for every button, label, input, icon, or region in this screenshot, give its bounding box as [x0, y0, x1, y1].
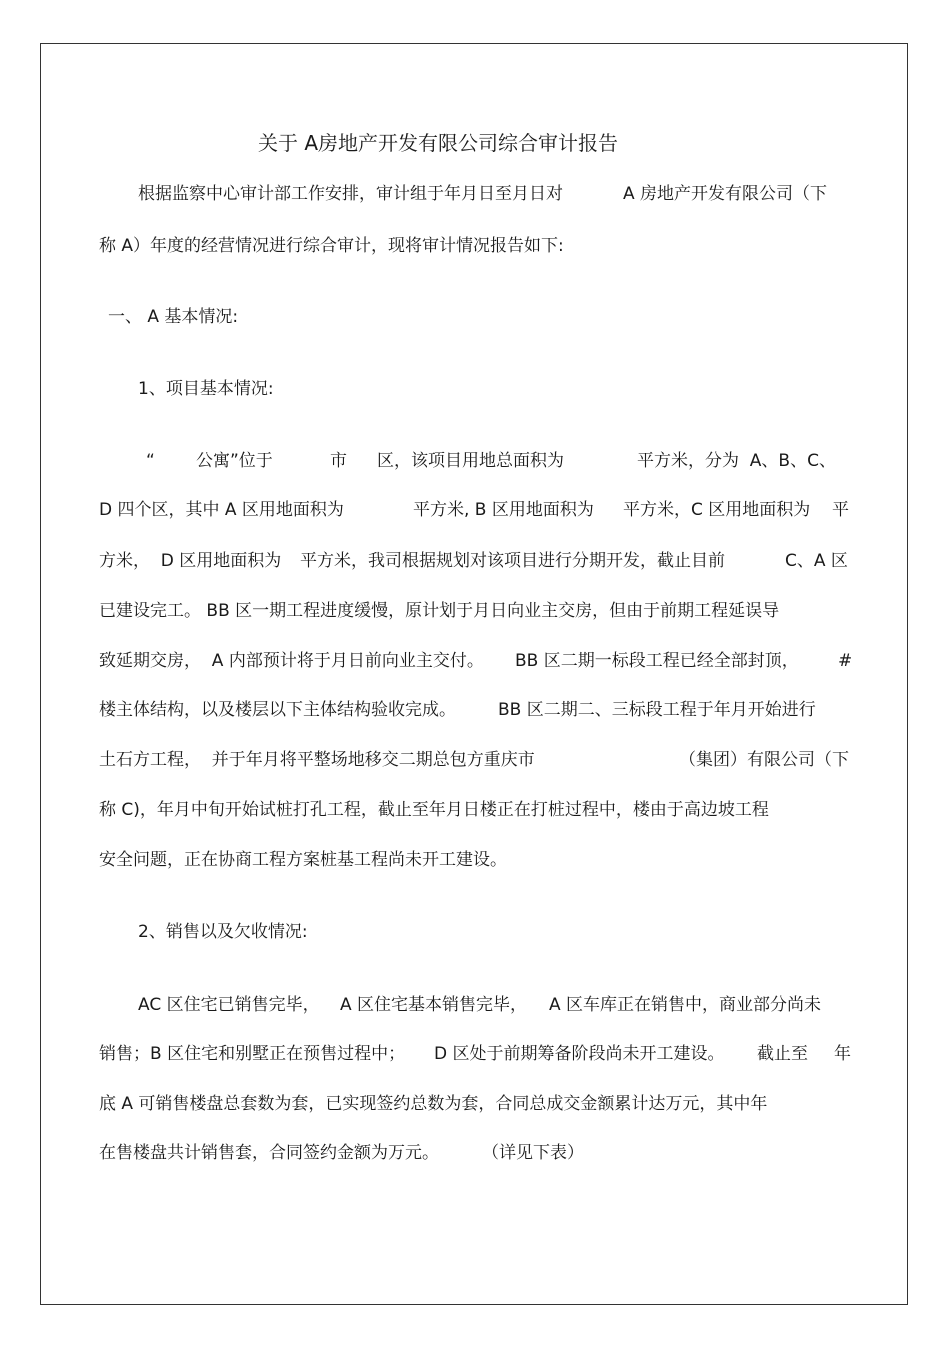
document-title: 关于 A房地产开发有限公司综合审计报告	[258, 131, 619, 155]
item-2-line-1a: AC 区住宅已销售完毕，	[138, 995, 320, 1015]
item-1-line-8: 称 C)，年月中旬开始试桩打孔工程，截止至年月日楼正在打桩过程中，楼由于高边坡工程	[99, 800, 769, 820]
item-1-line-1d: 区，该项目用地总面积为	[377, 451, 564, 471]
item-1-line-5b: BB 区二期一标段工程已经全部封顶，	[515, 651, 799, 671]
intro-line-1a: 根据监察中心审计部工作安排，审计组于年月日至月日对	[138, 184, 563, 204]
item-1-line-3b: 平方米，我司根据规划对该项目进行分期开发，截止目前	[300, 551, 725, 571]
item-1-heading: 1、项目基本情况:	[138, 379, 274, 399]
item-1-line-2c: 平方米，C 区用地面积为	[623, 500, 811, 520]
item-1-line-1e: 平方米，分为 A、B、C、	[637, 451, 836, 471]
item-2-line-2d: 年	[834, 1044, 851, 1064]
item-1-line-9: 安全问题，正在协商工程方案桩基工程尚未开工建设。	[99, 850, 507, 870]
item-2-line-3: 底 A 可销售楼盘总套数为套，已实现签约总数为套，合同总成交金额累计达万元，其中年	[99, 1094, 768, 1114]
item-2-line-4b: （详见下表）	[482, 1143, 584, 1163]
item-2-heading: 2、销售以及欠收情况:	[138, 922, 308, 942]
item-1-line-1b: 公寓”位于	[196, 451, 273, 471]
item-1-line-4: 已建设完工。 BB 区一期工程进度缓慢，原计划于月日向业主交房，但由于前期工程延误导	[99, 601, 780, 621]
item-1-line-3c: C、A 区	[785, 551, 848, 571]
intro-line-2: 称 A）年度的经营情况进行综合审计，现将审计情况报告如下:	[99, 236, 564, 256]
item-1-line-2d: 平	[832, 500, 849, 520]
item-2-line-1c: A 区车库正在销售中，商业部分尚未	[549, 995, 822, 1015]
item-2-line-2c: 截止至	[757, 1044, 808, 1064]
item-2-line-2b: D 区处于前期筹备阶段尚未开工建设。	[434, 1044, 725, 1064]
item-1-line-3a: 方米， D 区用地面积为	[99, 551, 282, 571]
section-1-heading: 一、 A 基本情况:	[108, 307, 239, 327]
intro-line-1b: A 房地产开发有限公司（下	[623, 184, 828, 204]
item-1-line-6b: BB 区二期二、三标段工程于年月开始进行	[498, 700, 816, 720]
item-1-line-1c: 市	[330, 451, 347, 471]
item-1-line-5a: 致延期交房， A 内部预计将于月日前向业主交付。	[99, 651, 484, 671]
page-border	[40, 43, 908, 1305]
item-1-line-2b: 平方米, B 区用地面积为	[413, 500, 594, 520]
item-1-line-6a: 楼主体结构，以及楼层以下主体结构验收完成。	[99, 700, 456, 720]
item-1-line-7a: 土石方工程， 并于年月将平整场地移交二期总包方重庆市	[99, 750, 535, 770]
item-2-line-1b: A 区住宅基本销售完毕，	[340, 995, 528, 1015]
item-2-line-2a: 销售；B 区住宅和别墅正在预售过程中；	[99, 1044, 406, 1064]
item-2-line-4a: 在售楼盘共计销售套，合同签约金额为万元。	[99, 1143, 439, 1163]
item-1-line-7b: （集团）有限公司（下	[679, 750, 849, 770]
item-1-line-1a: “	[146, 451, 155, 471]
item-1-line-5c: #	[838, 651, 853, 671]
item-1-line-2a: D 四个区，其中 A 区用地面积为	[99, 500, 344, 520]
